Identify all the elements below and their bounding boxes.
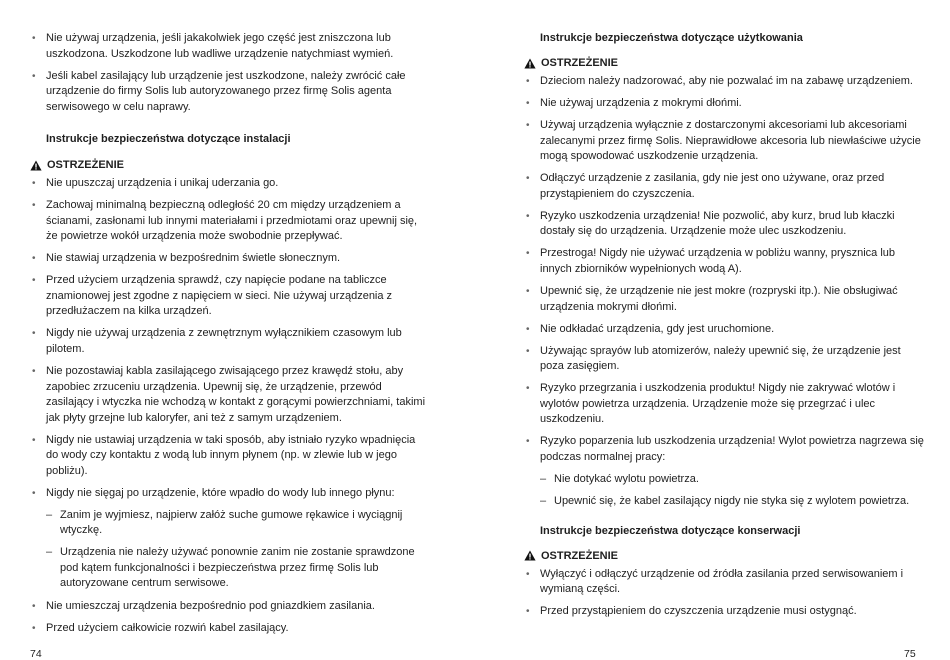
warning-label: OSTRZEŻENIE bbox=[541, 57, 619, 69]
list-item: • Ryzyko przegrzania i uszkodzenia produktu! Nigdy nie zakrywać wlotów i wylotów powietrza urządzenia. Urządzenie może się przegrzać i ulec uszkodzeniu. bbox=[524, 381, 924, 428]
page-number-left: 74 bbox=[30, 648, 42, 660]
warning-label: OSTRZEŻENIE bbox=[541, 549, 619, 562]
list-item: • Nie odkładać urządzenia, gdy jest uruchomione. bbox=[524, 322, 924, 338]
warning-icon bbox=[524, 550, 536, 561]
list-item: • Używaj urządzenia wyłącznie z dostarczonymi akcesoriami lub akcesoriami zalecanymi przez firmę Solis. Nieprawidłowe akcesoria lub niewłaściwe użycie mogą spowodować uszkodzenie urządzenia. bbox=[524, 118, 924, 165]
list-item: • Ryzyko poparzenia lub uszkodzenia urządzenia! Wylot powietrza nagrzewa się podczas normalnej pracy: bbox=[524, 434, 924, 465]
sub-list-item: – Upewnić się, że kabel zasilający nigdy nie styka się z wylotem powietrza. bbox=[524, 494, 924, 510]
list-item: • Odłączyć urządzenie z zasilania, gdy nie jest ono używane, oraz przed przystąpieniem do czyszczenia. bbox=[524, 171, 924, 202]
list-item: • Nie upuszczaj urządzenia i unikaj uderzania go. bbox=[30, 176, 430, 192]
list-item: • Przed użyciem całkowicie rozwiń kabel zasilający. bbox=[30, 621, 430, 637]
right-page bbox=[524, 31, 924, 626]
install-warning bbox=[30, 158, 430, 172]
maint-heading: Instrukcje bezpieczeństwa dotyczące konserwacji bbox=[540, 524, 801, 537]
list-item: • Wyłączyć i odłączyć urządzenie od źródła zasilania przed serwisowaniem i wymianą części. bbox=[524, 567, 924, 598]
list-item: • Ryzyko uszkodzenia urządzenia! Nie pozwolić, aby kurz, brud lub kłaczki dostały się do urządzenia. Urządzenie może ulec uszkodzeniu. bbox=[524, 209, 924, 240]
install-heading: Instrukcje bezpieczeństwa dotyczące instalacji bbox=[46, 133, 291, 146]
list-item: • Upewnić się, że urządzenie nie jest mokre (rozpryski itp.). Nie obsługiwać urządzenia mokrymi dłońmi. bbox=[524, 284, 924, 315]
sub-list-item: – Zanim je wyjmiesz, najpierw załóż suche gumowe rękawice i wyciągnij wtyczkę. bbox=[30, 508, 430, 539]
warning-icon bbox=[30, 160, 42, 171]
list-item: • Nie pozostawiaj kabla zasilającego zwisającego przez krawędź stołu, aby zapobiec zrzuceniu urządzenia. Upewnij się, że urządzenie, przewód zasilający i wtyczka nie wchodzą w kontakt z gorącymi powierzchniami, takimi jak płyty grzejne lub kaloryfer, ani też z samym urządzeniem. bbox=[30, 364, 430, 426]
list-item: • Przed użyciem urządzenia sprawdź, czy napięcie podane na tabliczce znamionowej jest zgodne z napięciem w sieci. Nie używaj urządzenia z przedłużaczem na kilka urządzeń. bbox=[30, 273, 430, 320]
list-item: • Nie stawiaj urządzenia w bezpośrednim świetle słonecznym. bbox=[30, 251, 430, 267]
left-page bbox=[30, 31, 430, 643]
list-item: • Używając sprayów lub atomizerów, należy upewnić się, że urządzenie jest poza zasięgiem. bbox=[524, 344, 924, 375]
list-item: • Przed przystąpieniem do czyszczenia urządzenie musi ostygnąć. bbox=[524, 604, 924, 620]
maint-warning bbox=[524, 549, 924, 563]
list-item: • Jeśli kabel zasilający lub urządzenie jest uszkodzone, należy zwrócić całe urządzenie do firmy Solis lub autoryzowanego przez firmę Solis agenta serwisowego w celu naprawy. bbox=[30, 69, 430, 116]
page-number-right: 75 bbox=[904, 648, 916, 660]
list-item: • Zachowaj minimalną bezpieczną odległość 20 cm między urządzeniem a ścianami, zasłonami lub innymi materiałami i przedmiotami oraz upewnij się, że powietrze wokół urządzenia może swobodnie przepływać. bbox=[30, 198, 430, 245]
list-item: • Nie używaj urządzenia, jeśli jakakolwiek jego część jest zniszczona lub uszkodzona. Uszkodzone lub wadliwe urządzenie natychmiast wymień. bbox=[30, 31, 430, 62]
use-heading: Instrukcje bezpieczeństwa dotyczące użytkowania bbox=[540, 32, 803, 44]
list-item: • Nie używaj urządzenia z mokrymi dłońmi. bbox=[524, 96, 924, 112]
list-item: • Nigdy nie używaj urządzenia z zewnętrznym wyłącznikiem czasowym lub pilotem. bbox=[30, 326, 430, 357]
warning-label: OSTRZEŻENIE bbox=[47, 159, 125, 172]
list-item: • Dzieciom należy nadzorować, aby nie pozwalać im na zabawę urządzeniem. bbox=[524, 74, 924, 90]
list-item: • Przestroga! Nigdy nie używać urządzenia w pobliżu wanny, prysznica lub innych zbiorników wypełnionych wodą A). bbox=[524, 246, 924, 277]
list-item: • Nigdy nie ustawiaj urządzenia w taki sposób, aby istniało ryzyko wpadnięcia do wody czy kontaktu z wodą lub innym płynem (np. w zlewie lub w jego pobliżu). bbox=[30, 433, 430, 480]
sub-list-item: – Nie dotykać wylotu powietrza. bbox=[524, 472, 924, 488]
list-item: • Nigdy nie sięgaj po urządzenie, które wpadło do wody lub innego płynu: bbox=[30, 486, 430, 502]
warning-icon bbox=[524, 58, 536, 69]
list-item: • Nie umieszczaj urządzenia bezpośrednio pod gniazdkiem zasilania. bbox=[30, 599, 430, 615]
sub-list-item: – Urządzenia nie należy używać ponownie zanim nie zostanie sprawdzone pod kątem funkcjonalności i bezpieczeństwa przez firmę Solis lub autoryzowane centrum serwisowe. bbox=[30, 545, 430, 592]
use-warning bbox=[524, 56, 924, 70]
